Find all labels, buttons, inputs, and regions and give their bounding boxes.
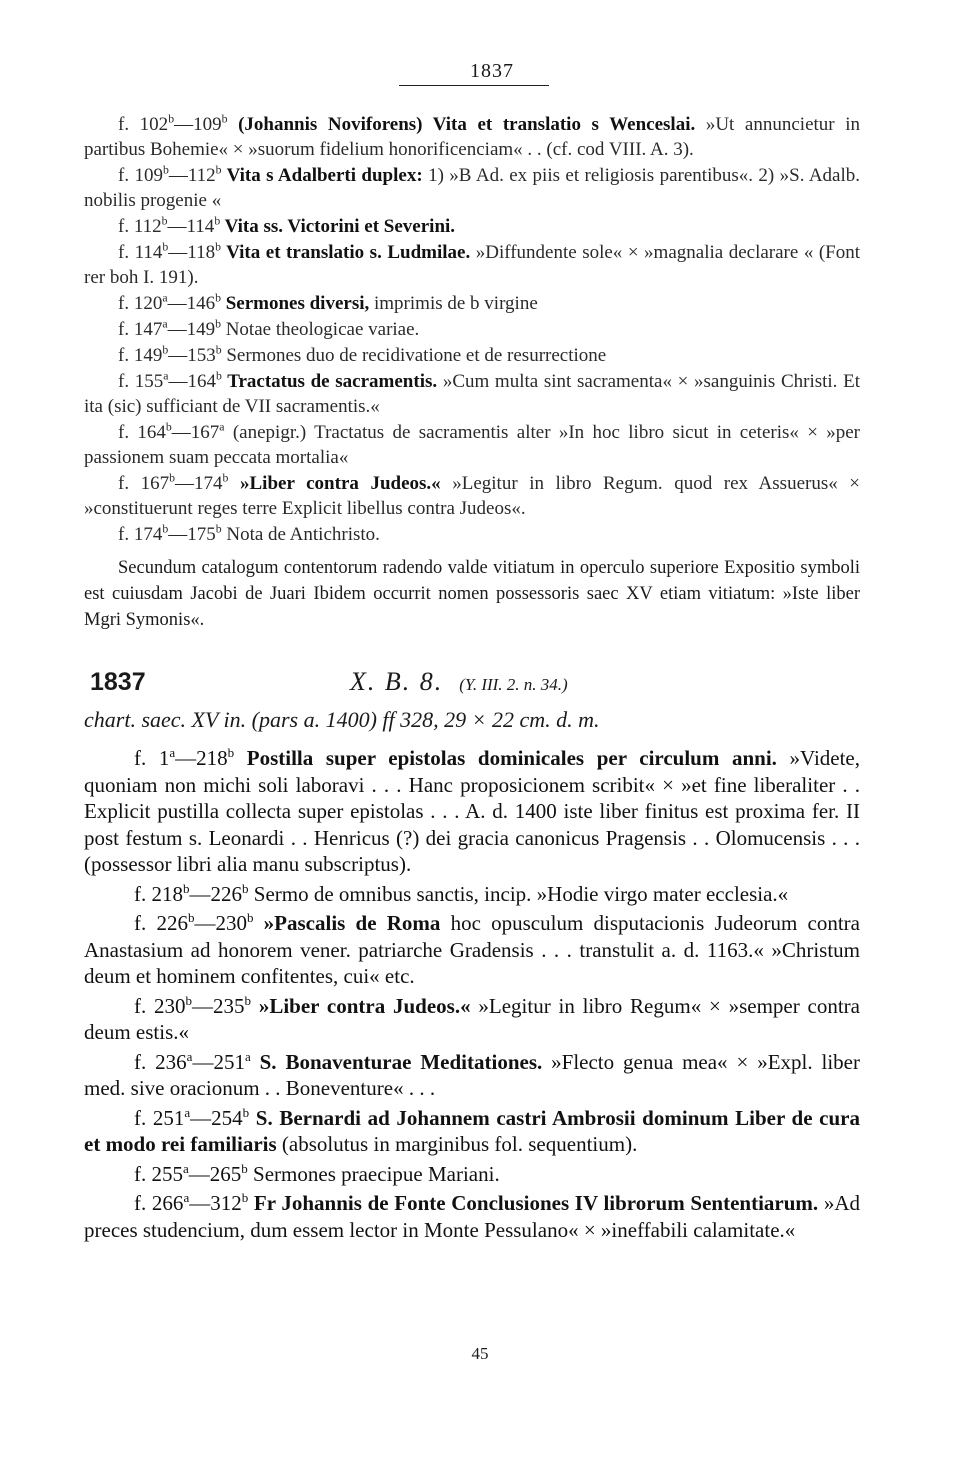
folio-end: —218 [175,746,228,770]
folio-end: —167 [171,422,220,443]
entry-text: Notae theologicae variae. [220,319,420,340]
entry-title: S. Bernardi ad Johannem castri Ambrosii dominum Liber de cura et modo rei familiaris [84,1105,860,1156]
entry-text: (anepigr.) Tractatus de sacramentis alter »In hoc libro sicut in ceteris« × »per passionem suam peccata mortalia« [84,422,860,468]
content-entry [84,993,860,1046]
folio-start-side: a [163,369,169,383]
folio-end-side: b [241,1190,249,1205]
entry-title: Sermones diversi, [220,293,370,314]
entry-text: »Videte, quoniam non michi soli laboravi . . . Hanc proposicionem scribit« × »et fine liberaliter . . Explicit pustilla collecta super epistolas . . . A. d. 1400 iste liber finitus est proxima fer. II post festum s. Leonardi . . Henricus (?) dei gracia canonicus Pragensis . . Olomucensis . . . (possessor libri alia manu subscriptus). [84,746,861,876]
folio-end: —112 [168,165,216,186]
folio-start: f. 155 [118,371,164,392]
folio-end-side: b [215,522,222,536]
folio-start-side: b [185,992,193,1008]
entry-text: »Diffundente sole« × »magnalia declarare « (Font rer boh I. 191). [84,242,861,288]
folio-end: —114 [167,216,215,237]
folio-end-side: b [242,880,249,896]
entry-title: Fr Johannis de Fonte Conclusiones IV librorum Sententiarum. [248,1191,819,1215]
folio-start-side: a [183,1190,190,1205]
folio-end: —118 [168,242,216,263]
folio-start-side: b [183,880,190,896]
manuscript-signature: X. B. 8. [350,667,444,696]
folio-start: f. 109 [118,165,163,186]
folio-end-side: b [215,163,222,177]
folio-end: —153 [168,345,216,366]
folio-start: f. 174 [118,524,163,545]
content-entry [84,522,860,547]
folio-start-side: a [186,1048,193,1064]
manuscript-description: chart. saec. XV in. (pars a. 1400) ff 328, 29 × 22 cm. d. m. [84,707,600,732]
entry-title: Vita et translatio s. Ludmilae. [220,242,471,263]
content-entry [84,471,860,521]
previous-manuscript-contents [84,112,860,547]
content-entry [84,112,860,162]
entry-title: »Pascalis de Roma [253,911,441,935]
folio-end-side: b [246,910,254,925]
entry-text: »Legitur in libro Regum. quod rex Assuerus« × »constituerunt reges terre Explicit libellus contra Judeos«. [84,473,861,519]
folio-end: —149 [167,319,216,340]
entry-text: 1) »B Ad. ex piis et religiosis parentibus«. 2) »S. Adalb. nobilis progenie « [84,165,860,211]
entry-text: »Cum multa sint sacramenta« × »sanguinis Christi. Et ita (sic) sufficiant de VII sacramentis.« [84,371,860,417]
folio-start: f. 120 [118,293,163,314]
folio-start: f. 236 [134,1049,187,1074]
folio-start: f. 251 [134,1105,185,1130]
folio-start-side: b [161,214,168,228]
content-entry [84,745,860,878]
entry-text: Nota de Antichristo. [221,524,380,545]
folio-end: —175 [168,524,216,545]
entry-text: »Ad preces studencium, dum essem lector in Monte Pessulano« × »ineffabili calamitate.« [84,1191,861,1242]
folio-end: —109 [174,114,222,135]
page-number: 45 [471,1344,489,1363]
content-entry [84,240,860,290]
content-entry [84,291,860,316]
entry-title: Vita s Adalberti duplex: [221,165,423,186]
folio-start-side: b [165,420,172,434]
content-entry [84,369,860,419]
entry-title: Tractatus de sacramentis. [221,371,438,392]
content-entry [84,214,860,239]
manuscript-old-signature: (Y. III. 2. n. 34.) [459,675,568,694]
folio-start: f. 102 [118,114,169,135]
folio-start-side: b [162,163,169,177]
entry-text: (absolutus in marginibus fol. sequentium). [276,1132,638,1156]
folio-end: —251 [192,1049,245,1074]
folio-start-side: a [169,745,176,760]
folio-end-side: b [227,745,235,760]
content-entry [84,343,860,368]
folio-start: f. 112 [118,216,162,237]
folio-end: —230 [194,911,247,935]
folio-start-side: b [162,240,169,254]
folio-start-side: b [162,343,169,357]
folio-start: f. 218 [134,881,183,906]
folio-end-side: b [215,291,221,305]
entry-text: »Flecto genua mea« × »Expl. liber med. sive oracionum . . Boneventure« . . . [84,1049,860,1100]
folio-end-side: b [242,1104,250,1120]
header-rule [399,85,549,86]
folio-end: —254 [190,1105,243,1130]
entry-text: »Ut annunciеtur in partibus Bohemie« × »suorum fidelium honorificenciam« . . (cf. cod VIII. A. 3). [84,114,860,160]
folio-end: —146 [167,293,216,314]
folio-end-side: b [244,992,252,1008]
folio-end: —235 [192,993,245,1018]
folio-start-side: a [162,317,168,331]
running-header: 1837 [470,60,514,82]
entry-title: Postilla super epistolas dominicales per circulum anni. [234,746,777,770]
folio-start: f. 147 [118,319,163,340]
folio-end: —164 [168,371,216,392]
folio-start: f. 1 [134,746,170,770]
folio-start: f. 167 [118,473,170,494]
folio-start: f. 164 [118,422,166,443]
folio-end-side: b [221,112,228,126]
folio-end-side: b [222,471,229,485]
entry-text: imprimis de b virgine [369,293,538,314]
folio-start-side: a [183,1160,189,1176]
entry-title: (Johannis Noviforens) Vita et translatio s Wencеslai. [227,114,696,135]
entry-text: Sermones praecipue Mariani. [247,1161,500,1186]
content-entry [84,163,860,213]
folio-start-side: b [168,112,175,126]
manuscript-heading [84,667,860,697]
folio-end: —174 [175,473,223,494]
folio-end-side: b [215,343,222,357]
catalogue-note: Secundum catalogum contentorum radendo valde vitiatum in operculo superiore Expositio symboli est cuiusdam Jacobi de Juari Ibidem occurrit nomen possessoris saec XV etiam vitiatum: »Iste liber Mgri Symonis«. [84,558,860,630]
entry-title: S. Bonaventurae Meditationes. [250,1049,543,1074]
content-entry [84,420,860,470]
folio-start-side: a [162,291,168,305]
folio-end-side: b [214,214,221,228]
entry-text: »Legitur in libro Regum« × »semper contra deum estis.« [84,993,860,1044]
content-entry [84,910,860,990]
content-entry [84,1161,860,1188]
entry-title: »Liber contra Judeos.« [251,993,471,1018]
folio-end-side: a [219,420,225,434]
folio-end-side: b [215,369,222,383]
content-entry [84,1105,860,1158]
folio-start: f. 226 [134,911,188,935]
folio-end: —226 [189,881,243,906]
folio-start-side: b [187,910,195,925]
folio-end: —265 [188,1161,242,1186]
document-page [84,60,860,1246]
entry-title: »Liber contra Judeos.« [228,473,441,494]
folio-end: —312 [189,1191,242,1215]
entry-title: Vita ss. Victorini et Severini. [220,216,456,237]
folio-end-side: b [215,317,221,331]
content-entry [84,1190,860,1243]
folio-start-side: a [184,1104,191,1120]
entry-text: hoc opusculum disputacionis Judeorum contra Anastasium ad honorem vener. patriarche Gradensis . . . transtulit a. d. 1163.« »Christum deum et hominem confitentes, cui« etc. [84,911,860,988]
entry-text: Sermo de omnibus sanctis, incip. »Hodie virgo mater ecclesia.« [248,881,789,906]
folio-start: f. 230 [134,993,186,1018]
folio-start: f. 114 [118,242,163,263]
manuscript-contents [84,745,860,1243]
entry-text: Sermones duo de recidivatione et de resurrectione [221,345,607,366]
folio-start: f. 255 [134,1161,183,1186]
folio-end-side: b [215,240,221,254]
content-entry [84,1049,860,1102]
folio-end-side: b [241,1160,248,1176]
content-entry [84,881,860,908]
content-entry [84,317,860,342]
folio-start: f. 149 [118,345,163,366]
folio-start: f. 266 [134,1191,184,1215]
folio-start-side: b [169,471,176,485]
manuscript-number: 1837 [90,668,146,696]
folio-end-side: a [244,1048,251,1064]
folio-start-side: b [162,522,169,536]
